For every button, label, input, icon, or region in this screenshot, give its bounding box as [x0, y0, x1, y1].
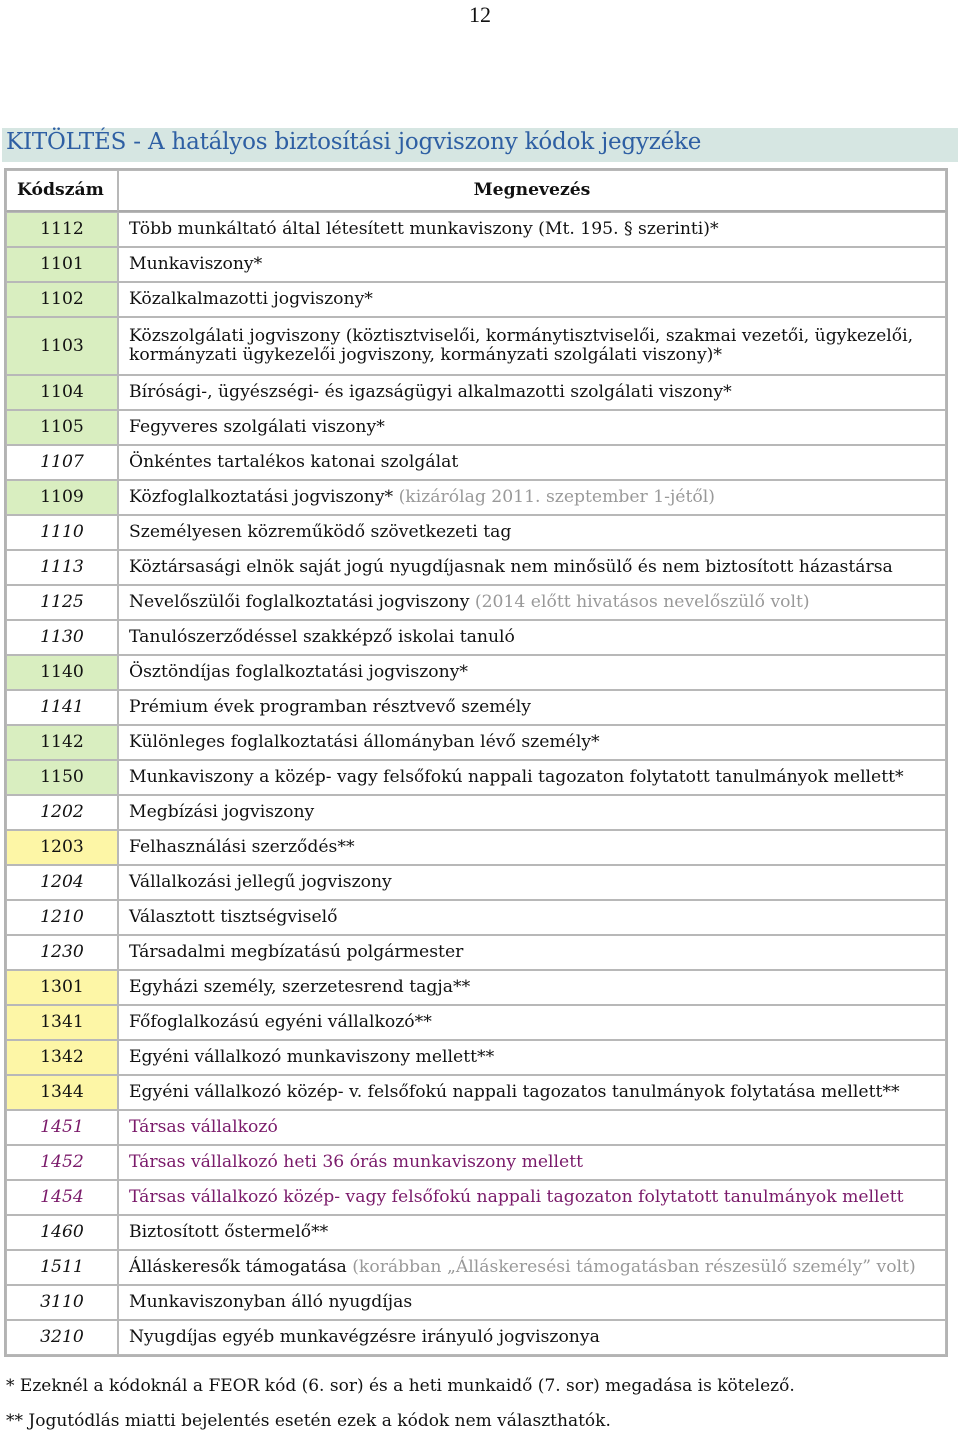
table-row: [6, 1145, 946, 1180]
row-name: Önkéntes tartalékos katonai szolgálat: [129, 452, 459, 472]
row-code: 1142: [6, 725, 118, 760]
row-name-cell: [118, 1285, 946, 1320]
row-name-cell: [118, 212, 946, 247]
footnote-double-star: ** Jogutódlás miatti bejelentés esetén ezek a kódok nem választhatók.: [6, 1411, 611, 1431]
row-name: Különleges foglalkoztatási állományban lévő személy*: [129, 732, 600, 752]
table-row: [6, 1285, 946, 1320]
table-row: [6, 1180, 946, 1215]
row-name-cell: [118, 445, 946, 480]
code-table: [4, 168, 948, 1357]
row-note: (2014 előtt hivatásos nevelőszülő volt): [469, 592, 810, 612]
row-name: Nevelőszülői foglalkoztatási jogviszony: [129, 592, 470, 612]
row-name: Álláskeresők támogatása: [129, 1257, 347, 1277]
row-code: 1103: [6, 317, 118, 375]
row-name: Társas vállalkozó közép- vagy felsőfokú nappali tagozaton folytatott tanulmányok mellett: [129, 1187, 904, 1207]
row-name-cell: [118, 1250, 946, 1285]
row-name: Közszolgálati jogviszony (köztisztviselői, kormánytisztviselői, szakmai vezetői, ügykezelői, kormányzati ügykezelői jogviszony, kormányzati szolgálati viszony)*: [129, 326, 914, 365]
row-name-cell: [118, 1145, 946, 1180]
row-name-cell: [118, 515, 946, 550]
row-name: Egyéni vállalkozó munkaviszony mellett**: [129, 1047, 495, 1067]
header-name: Megnevezés: [118, 170, 946, 212]
row-name: Biztosított őstermelő**: [129, 1222, 329, 1242]
table-row: [6, 1040, 946, 1075]
row-name-cell: [118, 550, 946, 585]
row-name-cell: [118, 317, 946, 375]
table-row: [6, 1110, 946, 1145]
row-code: 1301: [6, 970, 118, 1005]
row-name: Köztársasági elnök saját jogú nyugdíjasnak nem minősülő és nem biztosított házastársa: [129, 557, 893, 577]
header-code: Kódszám: [6, 170, 118, 212]
row-name-cell: [118, 1110, 946, 1145]
row-code: 1109: [6, 480, 118, 515]
table-row: [6, 247, 946, 282]
row-code: 1105: [6, 410, 118, 445]
table-row: [6, 282, 946, 317]
row-name: Prémium évek programban résztvevő személy: [129, 697, 531, 717]
row-name: Főfoglalkozású egyéni vállalkozó**: [129, 1012, 432, 1032]
table-row: [6, 725, 946, 760]
row-code: 1454: [6, 1180, 118, 1215]
row-code: 1230: [6, 935, 118, 970]
row-name-cell: [118, 620, 946, 655]
row-code: 1113: [6, 550, 118, 585]
row-code: 1104: [6, 375, 118, 410]
table-row: [6, 515, 946, 550]
row-name-cell: [118, 830, 946, 865]
row-code: 1203: [6, 830, 118, 865]
row-name: Választott tisztségviselő: [129, 907, 338, 927]
row-code: 1112: [6, 212, 118, 247]
row-name: Közfoglalkoztatási jogviszony*: [129, 487, 394, 507]
table-row: [6, 795, 946, 830]
table-row: [6, 585, 946, 620]
row-code: 1202: [6, 795, 118, 830]
table-row: [6, 445, 946, 480]
row-name: Személyesen közreműködő szövetkezeti tag: [129, 522, 512, 542]
table-row: [6, 550, 946, 585]
row-code: 1452: [6, 1145, 118, 1180]
row-name: Több munkáltató által létesített munkaviszony (Mt. 195. § szerinti)*: [129, 219, 719, 239]
row-name-cell: [118, 795, 946, 830]
table-row: [6, 900, 946, 935]
row-name-cell: [118, 900, 946, 935]
row-code: 1460: [6, 1215, 118, 1250]
row-code: 1125: [6, 585, 118, 620]
row-name: Bírósági-, ügyészségi- és igazságügyi alkalmazotti szolgálati viszony*: [129, 382, 732, 402]
table-row: [6, 1215, 946, 1250]
row-code: 1130: [6, 620, 118, 655]
row-name: Tanulószerződéssel szakképző iskolai tanuló: [129, 627, 515, 647]
row-code: 1341: [6, 1005, 118, 1040]
table-row: [6, 760, 946, 795]
row-name-cell: [118, 655, 946, 690]
table-row: [6, 970, 946, 1005]
footnote-single-star: * Ezeknél a kódoknál a FEOR kód (6. sor) és a heti munkaidő (7. sor) megadása is kötelező.: [6, 1376, 795, 1396]
row-name: Közalkalmazotti jogviszony*: [129, 289, 373, 309]
table-row: [6, 865, 946, 900]
row-name-cell: [118, 935, 946, 970]
row-name-cell: [118, 1005, 946, 1040]
row-name: Egyéni vállalkozó közép- v. felsőfokú nappali tagozatos tanulmányok folytatása mellett**: [129, 1082, 900, 1102]
table-row: [6, 317, 946, 375]
row-name-cell: [118, 585, 946, 620]
row-note: (korábban „Álláskeresési támogatásban részesülő személy” volt): [346, 1257, 916, 1277]
row-name: Társadalmi megbízatású polgármester: [129, 942, 464, 962]
row-note: (kizárólag 2011. szeptember 1-jétől): [393, 487, 715, 507]
row-code: 1204: [6, 865, 118, 900]
page-title: KITÖLTÉS - A hatályos biztosítási jogviszony kódok jegyzéke: [6, 129, 702, 155]
row-name-cell: [118, 1320, 946, 1355]
table-row: [6, 1320, 946, 1355]
title-bar: [2, 128, 958, 162]
table-row: [6, 690, 946, 725]
row-name: Munkaviszony a közép- vagy felsőfokú nappali tagozaton folytatott tanulmányok mellett*: [129, 767, 904, 787]
row-name: Ösztöndíjas foglalkoztatási jogviszony*: [129, 662, 468, 682]
row-code: 1511: [6, 1250, 118, 1285]
row-name-cell: [118, 1180, 946, 1215]
row-name: Egyházi személy, szerzetesrend tagja**: [129, 977, 471, 997]
table-row: [6, 375, 946, 410]
row-name-cell: [118, 760, 946, 795]
table-row: [6, 1075, 946, 1110]
row-name-cell: [118, 480, 946, 515]
table-row: [6, 410, 946, 445]
row-name-cell: [118, 247, 946, 282]
row-code: 1342: [6, 1040, 118, 1075]
row-name: Társas vállalkozó: [129, 1117, 278, 1137]
row-name-cell: [118, 1040, 946, 1075]
row-name: Nyugdíjas egyéb munkavégzésre irányuló jogviszonya: [129, 1327, 600, 1347]
row-name: Felhasználási szerződés**: [129, 837, 355, 857]
page-number: 12: [469, 2, 491, 27]
row-code: 3110: [6, 1285, 118, 1320]
table-row: [6, 1005, 946, 1040]
row-name: Vállalkozási jellegű jogviszony: [129, 872, 392, 892]
row-code: 1102: [6, 282, 118, 317]
row-name-cell: [118, 970, 946, 1005]
row-code: 1101: [6, 247, 118, 282]
row-name: Munkaviszonyban álló nyugdíjas: [129, 1292, 413, 1312]
row-name-cell: [118, 375, 946, 410]
table-row: [6, 830, 946, 865]
row-code: 1141: [6, 690, 118, 725]
row-code: 1210: [6, 900, 118, 935]
table-row: [6, 212, 946, 247]
row-code: 1344: [6, 1075, 118, 1110]
row-name: Megbízási jogviszony: [129, 802, 315, 822]
table-row: [6, 935, 946, 970]
row-name: Társas vállalkozó heti 36 órás munkaviszony mellett: [129, 1152, 584, 1172]
table-row: [6, 620, 946, 655]
row-name-cell: [118, 1075, 946, 1110]
table-header-row: [6, 170, 946, 212]
row-name-cell: [118, 690, 946, 725]
row-name: Munkaviszony*: [129, 254, 263, 274]
table-row: [6, 480, 946, 515]
row-code: 1140: [6, 655, 118, 690]
row-code: 3210: [6, 1320, 118, 1355]
row-name-cell: [118, 1215, 946, 1250]
row-name-cell: [118, 725, 946, 760]
row-code: 1150: [6, 760, 118, 795]
table-row: [6, 1250, 946, 1285]
row-name: Fegyveres szolgálati viszony*: [129, 417, 385, 437]
row-code: 1110: [6, 515, 118, 550]
row-name-cell: [118, 865, 946, 900]
row-name-cell: [118, 282, 946, 317]
table-row: [6, 655, 946, 690]
row-code: 1107: [6, 445, 118, 480]
row-code: 1451: [6, 1110, 118, 1145]
row-name-cell: [118, 410, 946, 445]
